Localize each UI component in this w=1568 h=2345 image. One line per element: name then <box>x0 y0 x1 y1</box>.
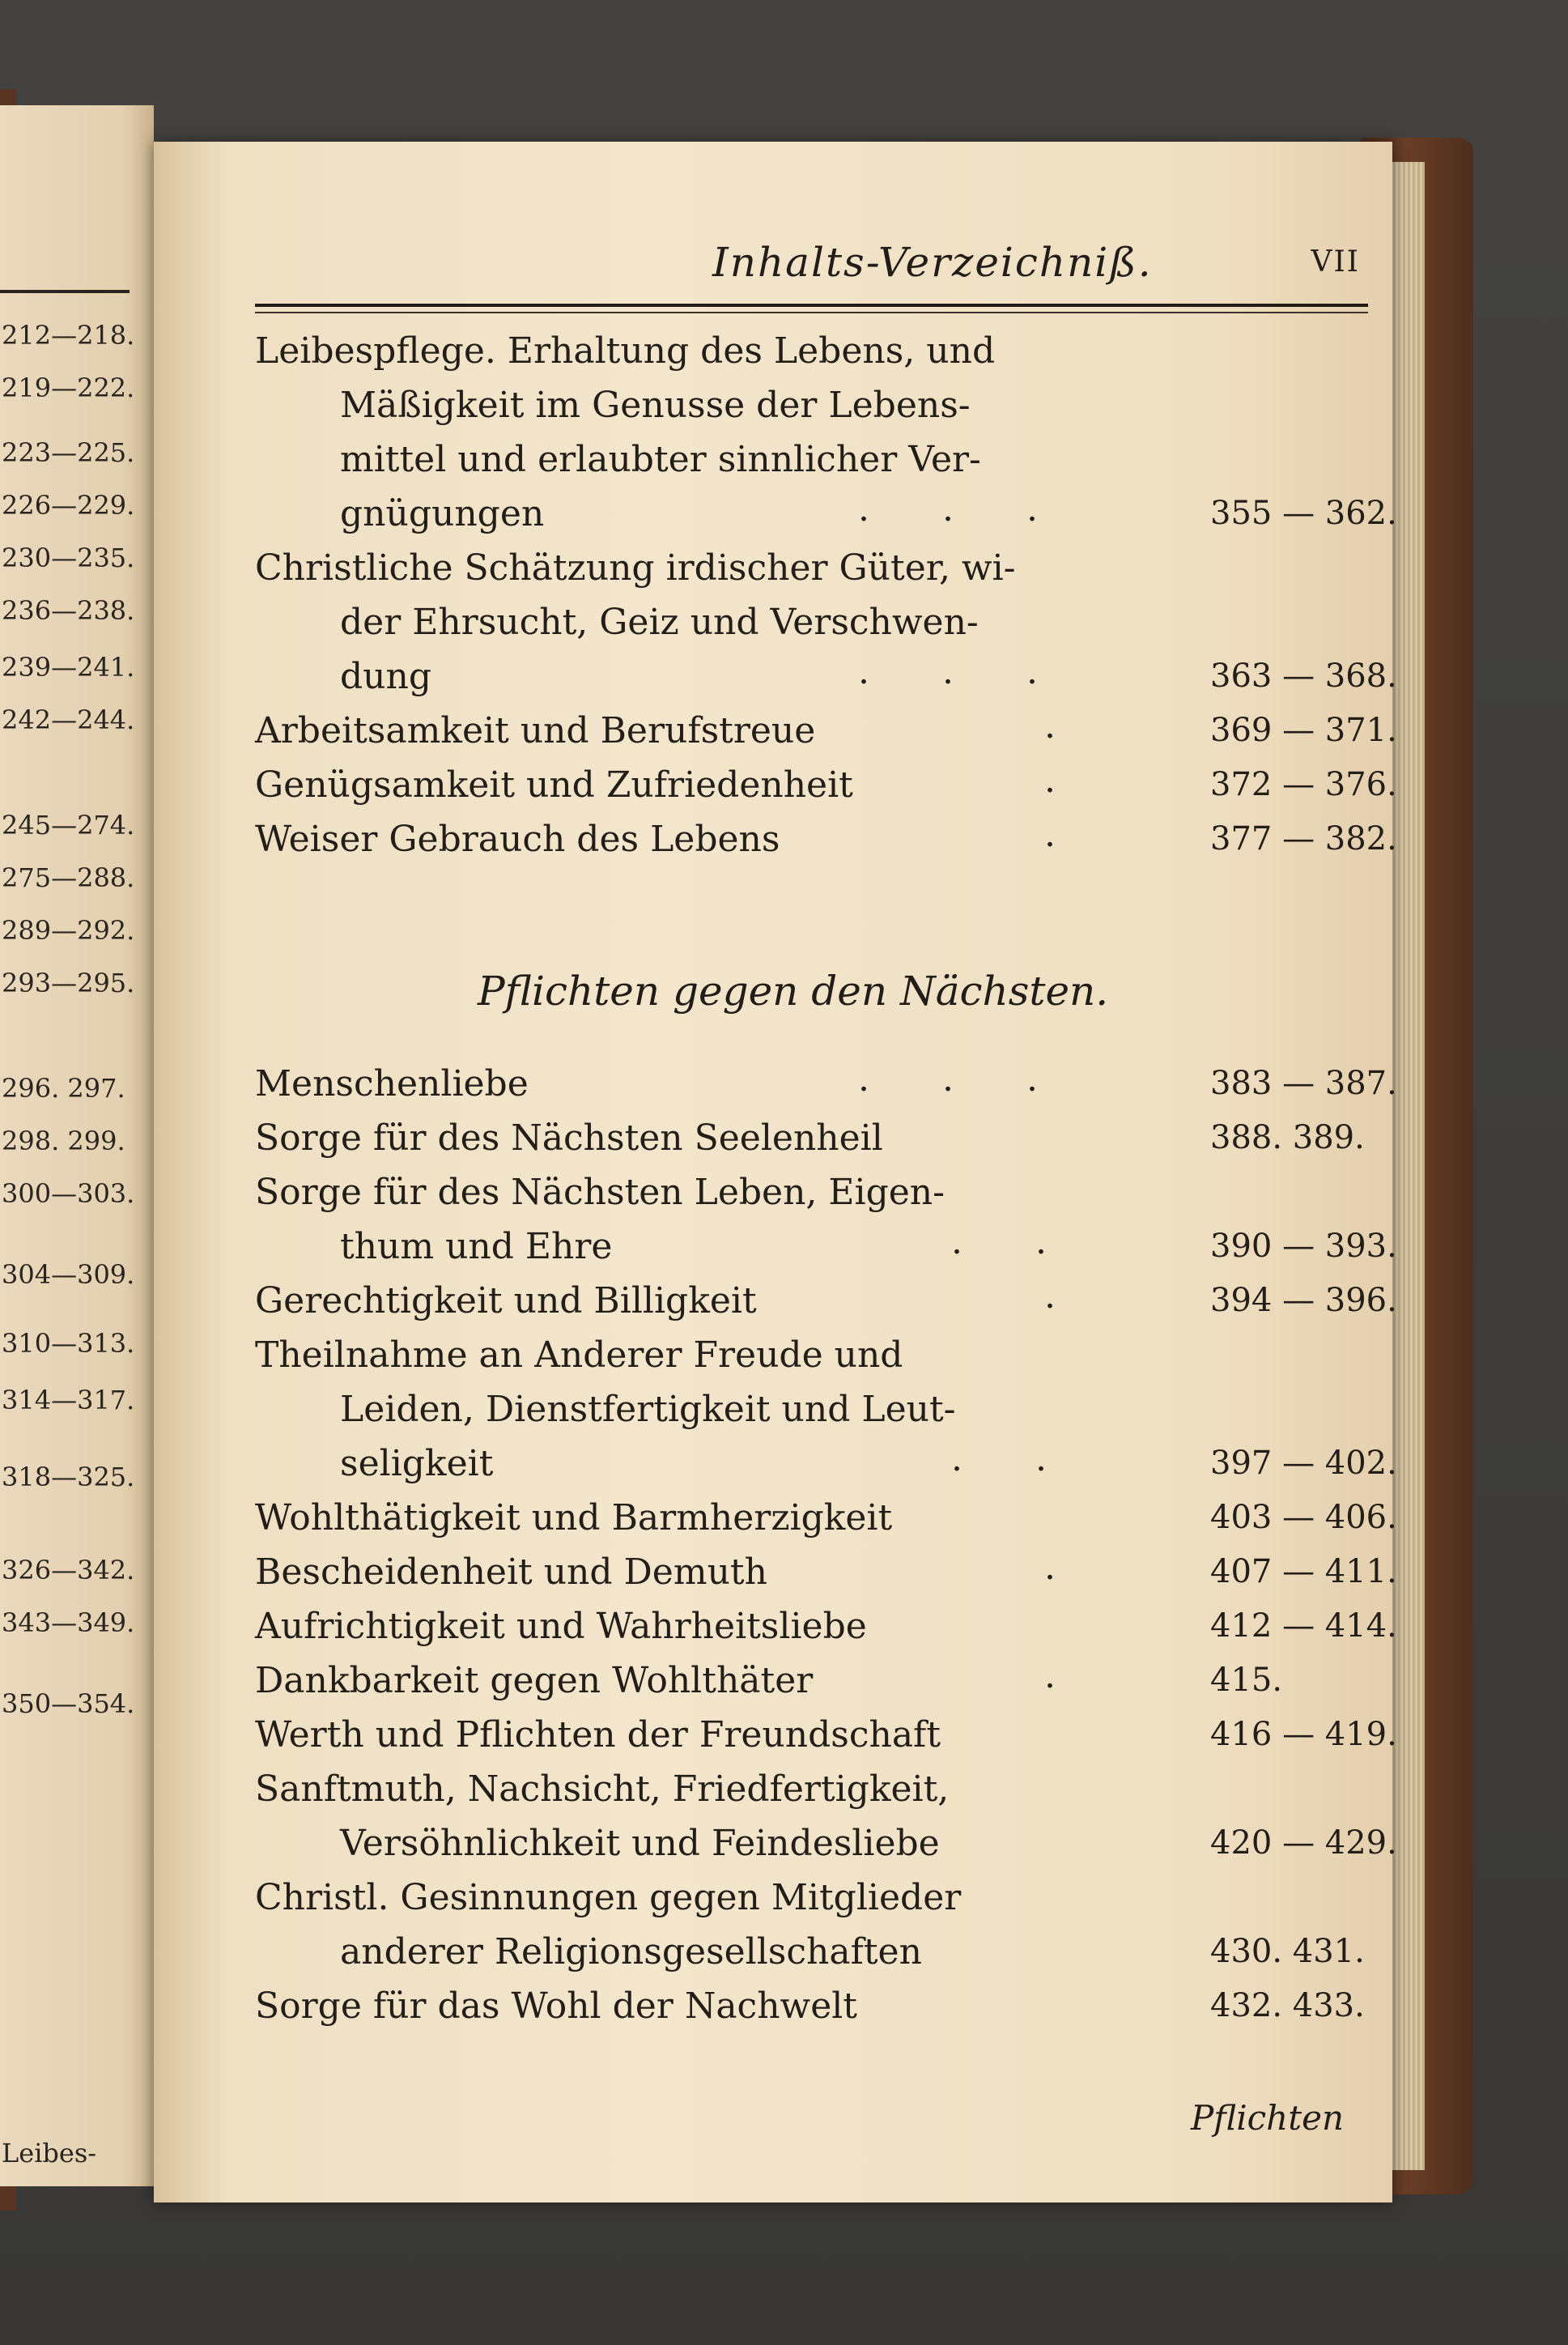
toc-entry-text: Werth und Pflichten der Freundschaft <box>255 1714 941 1756</box>
left-page-range: 293—295. <box>2 968 135 998</box>
toc-entry <box>255 812 1397 866</box>
toc-entry <box>255 1057 1397 1111</box>
left-page-range: 212—218. <box>2 320 135 351</box>
toc-entry <box>255 1653 1372 1708</box>
toc-entry <box>255 1111 1372 1165</box>
toc-entry-text: anderer Religionsgesellschaften <box>340 1931 922 1973</box>
left-page-range: 239—241. <box>2 652 135 683</box>
page-number: VII <box>1311 245 1360 279</box>
toc-entry <box>255 1328 1397 1491</box>
leader-dots: ... <box>858 488 1111 530</box>
toc-entry <box>255 324 1397 541</box>
toc-entry-text: Sorge für das Wohl der Nachwelt <box>255 1985 857 2027</box>
left-page-range: 275—288. <box>2 862 135 893</box>
header-rule-thin <box>255 312 1368 313</box>
left-page-range: 350—354. <box>2 1688 135 1719</box>
toc-entry-text: Theilnahme an Anderer Freude und <box>255 1334 903 1376</box>
toc-entry-text: Sanftmuth, Nachsicht, Friedfertigkeit, <box>255 1768 950 1810</box>
toc-entry-text: Dankbarkeit gegen Wohlthäter <box>255 1660 814 1701</box>
left-page-range: 296. 297. <box>2 1073 125 1104</box>
left-page-range: 219—222. <box>2 372 135 403</box>
left-page-range: 314—317. <box>2 1385 135 1415</box>
left-page-range: 318—325. <box>2 1462 135 1492</box>
toc-entry <box>255 758 1397 812</box>
toc-entry-text: Sorge für des Nächsten Leben, Eigen- <box>255 1172 945 1213</box>
toc-entry-text: Versöhnlichkeit und Feindesliebe <box>340 1823 940 1864</box>
left-page-range: 289—292. <box>2 915 135 946</box>
toc-entry-pages: 415. <box>1210 1662 1283 1699</box>
toc-entry <box>255 1165 1397 1274</box>
leader-dots: ... <box>858 1058 1111 1100</box>
toc-entry-pages: 355 — 362. <box>1210 495 1397 532</box>
toc-entry-text: Leiden, Dienstfertigkeit und Leut- <box>340 1389 956 1430</box>
toc-entry-text: Christliche Schätzung irdischer Güter, wi- <box>255 547 1016 589</box>
leader-dots: ... <box>858 651 1111 692</box>
toc-entry-pages: 363 — 368. <box>1210 658 1397 695</box>
toc-entry-pages: 388. 389. <box>1210 1119 1365 1156</box>
toc-entry <box>255 704 1397 758</box>
toc-entry <box>255 1545 1397 1599</box>
toc-entry-pages: 412 — 414. <box>1210 1607 1397 1645</box>
toc-entry-pages: 420 — 429. <box>1210 1824 1397 1862</box>
toc-entry-text: Wohlthätigkeit und Barmherzigkeit <box>255 1497 893 1539</box>
left-page-rule <box>0 290 130 293</box>
toc-entry <box>255 1708 1397 1762</box>
left-page-range: 226—229. <box>2 490 135 521</box>
toc-entry-pages: 407 — 411. <box>1210 1553 1397 1590</box>
toc-entry-pages: 369 — 371. <box>1210 712 1397 749</box>
toc-entry-text: thum und Ehre <box>340 1226 613 1267</box>
toc-entry-pages: 377 — 382. <box>1210 820 1397 858</box>
toc-entry-text: mittel und erlaubter sinnlicher Ver- <box>340 439 981 480</box>
leader-dots: . <box>1044 760 1128 801</box>
left-page-range: 230—235. <box>2 543 135 573</box>
toc-entry-pages: 403 — 406. <box>1210 1499 1397 1536</box>
toc-entry-pages: 432. 433. <box>1210 1987 1365 2024</box>
toc-entry <box>255 1762 1397 1870</box>
toc-entry-text: Leibespflege. Erhaltung des Lebens, und <box>255 330 996 372</box>
toc-entry-pages: 390 — 393. <box>1210 1228 1397 1265</box>
toc-entry-text: Christl. Gesinnungen gegen Mitglieder <box>255 1877 962 1918</box>
toc-entry-text: dung <box>340 656 432 697</box>
toc-entry-text: seligkeit <box>340 1443 494 1484</box>
leader-dots: . <box>1044 1275 1128 1317</box>
toc-entry-pages: 430. 431. <box>1210 1933 1365 1970</box>
section-heading: Pflichten gegen den Nächsten. <box>478 968 1109 1015</box>
toc-entry-pages: 416 — 419. <box>1210 1716 1397 1753</box>
toc-entry-text: Gerechtigkeit und Billigkeit <box>255 1280 757 1321</box>
left-page-range: 236—238. <box>2 595 135 626</box>
left-page-catchword: Leibes- <box>2 2138 97 2168</box>
toc-entry-text: Genügsamkeit und Zufriedenheit <box>255 764 853 806</box>
toc-entry <box>255 1491 1397 1545</box>
leader-dots: .. <box>951 1438 1120 1479</box>
left-page-range: 245—274. <box>2 810 135 841</box>
right-page <box>154 142 1397 2202</box>
leader-dots: . <box>1044 705 1128 747</box>
toc-entry-text: Aufrichtigkeit und Wahrheitsliebe <box>255 1606 867 1647</box>
toc-entry <box>255 1870 1372 1979</box>
left-page-range: 223—225. <box>2 437 135 468</box>
toc-entry-text: Weiser Gebrauch des Lebens <box>255 819 780 860</box>
catchword: Pflichten <box>1190 2098 1344 2138</box>
leader-dots: . <box>1044 1655 1128 1696</box>
left-page-range: 298. 299. <box>2 1126 125 1156</box>
left-page-range: 304—309. <box>2 1259 135 1290</box>
left-page-range: 326—342. <box>2 1555 135 1585</box>
left-page-range: 242—244. <box>2 704 135 735</box>
toc-entry-text: Bescheidenheit und Demuth <box>255 1551 767 1593</box>
left-page-range: 300—303. <box>2 1178 135 1209</box>
toc-entry-text: gnügungen <box>340 493 545 534</box>
leader-dots: . <box>1044 814 1128 855</box>
left-page-range: 310—313. <box>2 1328 135 1359</box>
leader-dots: . <box>1044 1547 1128 1588</box>
toc-entry <box>255 1274 1397 1328</box>
toc-entry-text: Mäßigkeit im Genusse der Lebens- <box>340 385 971 426</box>
toc-entry-text: Menschenliebe <box>255 1063 529 1104</box>
toc-entry <box>255 1599 1397 1653</box>
header-rule <box>255 304 1368 307</box>
toc-entry <box>255 541 1397 704</box>
leader-dots: .. <box>951 1221 1120 1262</box>
toc-entry-pages: 383 — 387. <box>1210 1065 1397 1102</box>
toc-entry-pages: 397 — 402. <box>1210 1445 1397 1482</box>
left-page <box>0 105 154 2186</box>
toc-entry-pages: 372 — 376. <box>1210 766 1397 803</box>
left-page-range: 343—349. <box>2 1607 135 1638</box>
toc-entry-text: der Ehrsucht, Geiz und Verschwen- <box>340 602 979 643</box>
toc-entry-pages: 394 — 396. <box>1210 1282 1397 1319</box>
toc-entry-text: Sorge für des Nächsten Seelenheil <box>255 1117 883 1159</box>
toc-entry <box>255 1979 1372 2033</box>
page-title: Inhalts-Verzeichniß. <box>712 239 1153 286</box>
toc-entry-text: Arbeitsamkeit und Berufstreue <box>255 710 816 751</box>
